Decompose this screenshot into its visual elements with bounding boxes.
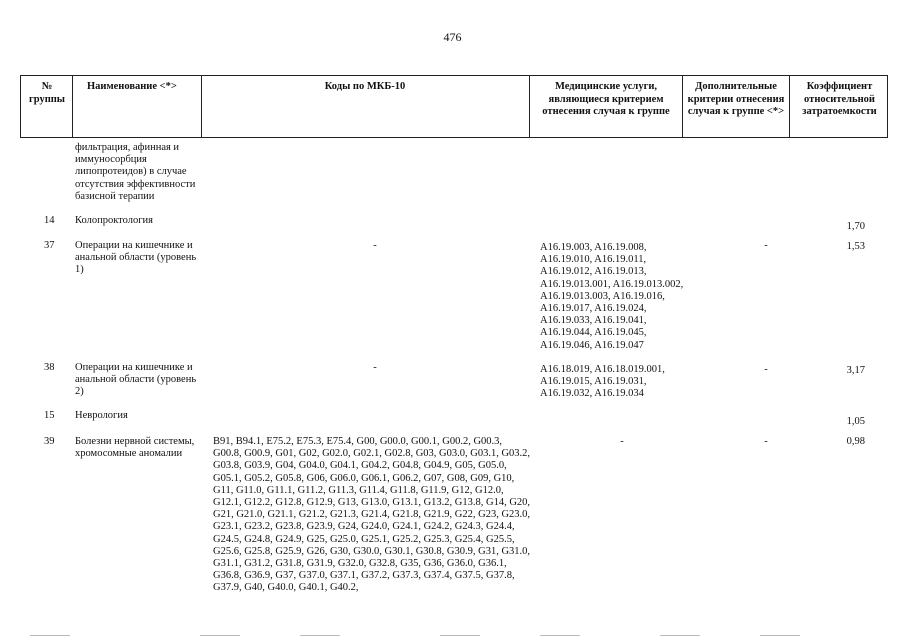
column-divider	[529, 76, 530, 137]
column-divider	[682, 76, 683, 137]
profile-coefficient: 1,05	[846, 416, 865, 427]
profile-number: 14	[44, 215, 55, 226]
group-number: 39	[44, 436, 55, 447]
column-divider	[72, 76, 73, 137]
header-coefficient: Коэффициент относительной затратоемкости	[802, 81, 877, 117]
profile-number: 15	[44, 410, 55, 421]
icd-codes-cell: B91, B94.1, E75.2, E75.3, E75.4, G00, G00.0, G00.1, G00.2, G00.3, G00.8, G00.9, G01, G02, G02.0, G02.1, G02.8, G03, G03.0, G03.1, G03.2, G03.8, G03.9, G04, G04.0, G04.1, G04.2, G04.8, G04.9, G05, G05.0, G05.1, G05.2, G05.8, G06, G06.0, G06.1, G06.2, G07, G08, G09, G10, G11, G11.0, G11.1, G11.2, G11.3, G11.4, G11.8, G11.9, G12, G12.0, G12.1, G12.2, G12.8, G12.9, G13, G13.0, G13.1, G13.2, G13.8, G14, G20, G21, G21.0, G21.1, G21.2, G21.3, G21.4, G21.8, G21.9, G22, G23, G23.0, G23.1, G23.2, G23.8, G23.9, G24, G24.0, G24.1, G24.2, G24.3, G24.4, G24.5, G24.8, G24.9, G25, G25.0, G25.1, G25.2, G25.3, G25.4, G25.5, G25.6, G25.8, G25.9, G26, G30, G30.0, G30.1, G30.8, G30.9, G31, G31.0, G31.1, G31.2, G31.8, G31.9, G32.0, G32.8, G35, G36, G36.0, G36.1, G36.8, G36.9, G37, G37.0, G37.1, G37.2, G37.3, G37.4, G37.5, G37.8, G37.9, G40, G40.0, G40.1, G40.2,	[213, 436, 531, 594]
additional-criteria-cell: -	[764, 436, 768, 447]
medical-services-cell: A16.18.019, A16.18.019.001, A16.19.015, A16.19.031, A16.19.032, A16.19.034	[540, 364, 665, 400]
header-medical-services: Медицинские услуги, являющиеся критерием отнесения случая к группе	[542, 81, 670, 117]
column-divider	[789, 76, 790, 137]
additional-criteria-cell: -	[764, 240, 768, 251]
group-name: Болезни нервной системы, хромосомные аномалии	[75, 436, 195, 460]
profile-coefficient: 1,70	[846, 221, 865, 232]
group-number: 37	[44, 240, 55, 251]
profile-name: Колопроктология	[75, 215, 153, 226]
scan-bottom-edge	[0, 632, 905, 640]
page-number: 476	[443, 30, 462, 44]
group-coefficient: 0,98	[846, 436, 865, 447]
additional-criteria-cell: -	[764, 364, 768, 375]
group-coefficient: 1,53	[846, 241, 865, 252]
group-name: Операции на кишечнике и анальной области (уровень 2)	[75, 362, 197, 398]
header-icd-codes: Коды по МКБ-10	[324, 81, 406, 92]
group-number: 38	[44, 362, 55, 373]
header-group-number: № группы	[28, 81, 66, 105]
table-header	[20, 75, 888, 138]
medical-services-cell: A16.19.003, A16.19.008, A16.19.010, A16.19.011, A16.19.012, A16.19.013, A16.19.013.001, A16.19.013.002, A16.19.013.003, A16.19.016, A16.19.017, A16.19.024, A16.19.033, A16.19.041, A16.19.044, A16.19.045, A16.19.046, A16.19.047	[540, 242, 684, 351]
medical-services-cell: -	[620, 436, 624, 447]
continuation-name: фильтрация, афинная и иммуносорбция липопротеидов) в случае отсутствия эффективности базисной терапии	[75, 142, 196, 202]
header-additional-criteria: Дополнительные критерии отнесения случая к группе <*>	[687, 81, 785, 117]
column-divider	[201, 76, 202, 137]
group-coefficient: 3,17	[846, 365, 865, 376]
group-name: Операции на кишечнике и анальной области (уровень 1)	[75, 240, 197, 276]
icd-codes-cell: -	[373, 240, 377, 251]
icd-codes-cell: -	[373, 362, 377, 373]
profile-name: Неврология	[75, 410, 128, 421]
header-name: Наименование <*>	[87, 81, 177, 92]
